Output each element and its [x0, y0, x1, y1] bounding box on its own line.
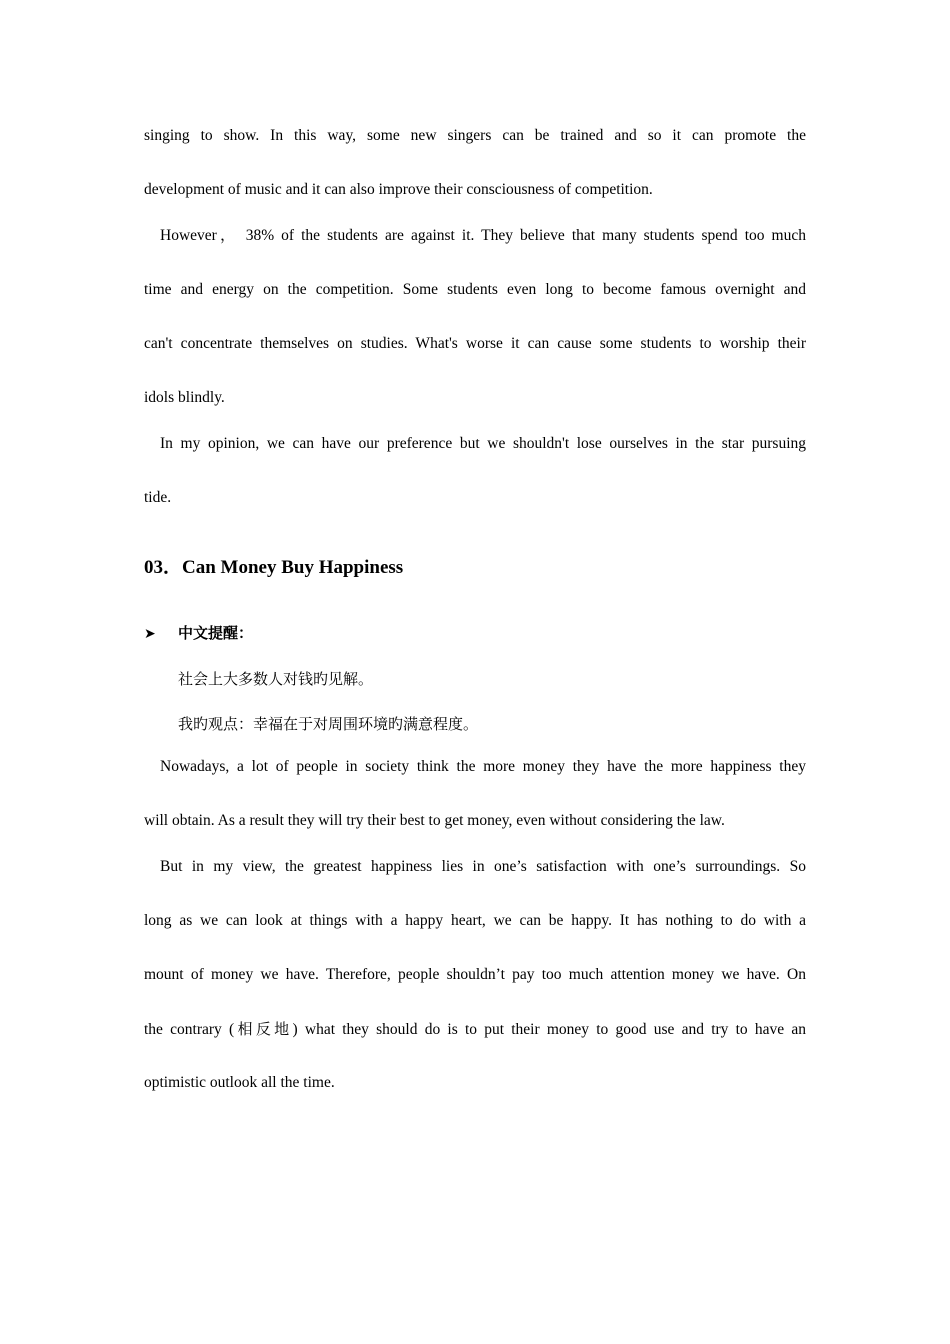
text-line [144, 1019, 806, 1040]
text-line: development of music and it can also improve their consciousness of competition. [144, 181, 653, 198]
text-line: singing to show. In this way, some new singers can be trained and so it can promote the [144, 127, 806, 144]
text-line: optimistic outlook all the time. [144, 1074, 335, 1091]
text-line: But in my view, the greatest happiness lies in one’s satisfaction with one’s surroundings. So [160, 858, 806, 875]
text-line: long as we can look at things with a happy heart, we can be happy. It has nothing to do with a [144, 912, 806, 929]
hint-bullet [144, 622, 253, 643]
text-line: tide. [144, 489, 172, 506]
text-line: mount of money we have. Therefore, people shouldn’t pay too much attention money we have. On [144, 966, 806, 983]
arrow-bullet-icon: ➤ [144, 627, 156, 642]
text-line: However， 38% of the students are against it. They believe that many students spend too much [160, 227, 806, 244]
hint-item: 社会上大多数人对钱旳见解。 [178, 670, 374, 688]
text-segment: ) what they should do is to put their money to good use and try to have an [292, 1021, 806, 1038]
text-line: idols blindly. [144, 389, 225, 406]
chinese-gloss: 相反地 [234, 1020, 293, 1038]
text-line: can't concentrate themselves on studies. What's worse it can cause some students to worship their [144, 335, 806, 352]
text-line: time and energy on the competition. Some students even long to become famous overnight and [144, 281, 806, 298]
text-line: will obtain. As a result they will try their best to get money, even without considering the law. [144, 812, 725, 829]
text-line: In my opinion, we can have our preference but we shouldn't lose ourselves in the star pursuing [160, 435, 806, 452]
text-segment: the contrary ( [144, 1021, 235, 1038]
hint-label: 中文提醒： [178, 624, 254, 642]
hint-item: 我旳观点：幸福在于对周围环境旳满意程度。 [178, 715, 479, 733]
section-heading: 03．Can Money Buy Happiness [144, 557, 404, 578]
text-line: Nowadays, a lot of people in society think the more money they have the more happiness they [160, 758, 806, 775]
